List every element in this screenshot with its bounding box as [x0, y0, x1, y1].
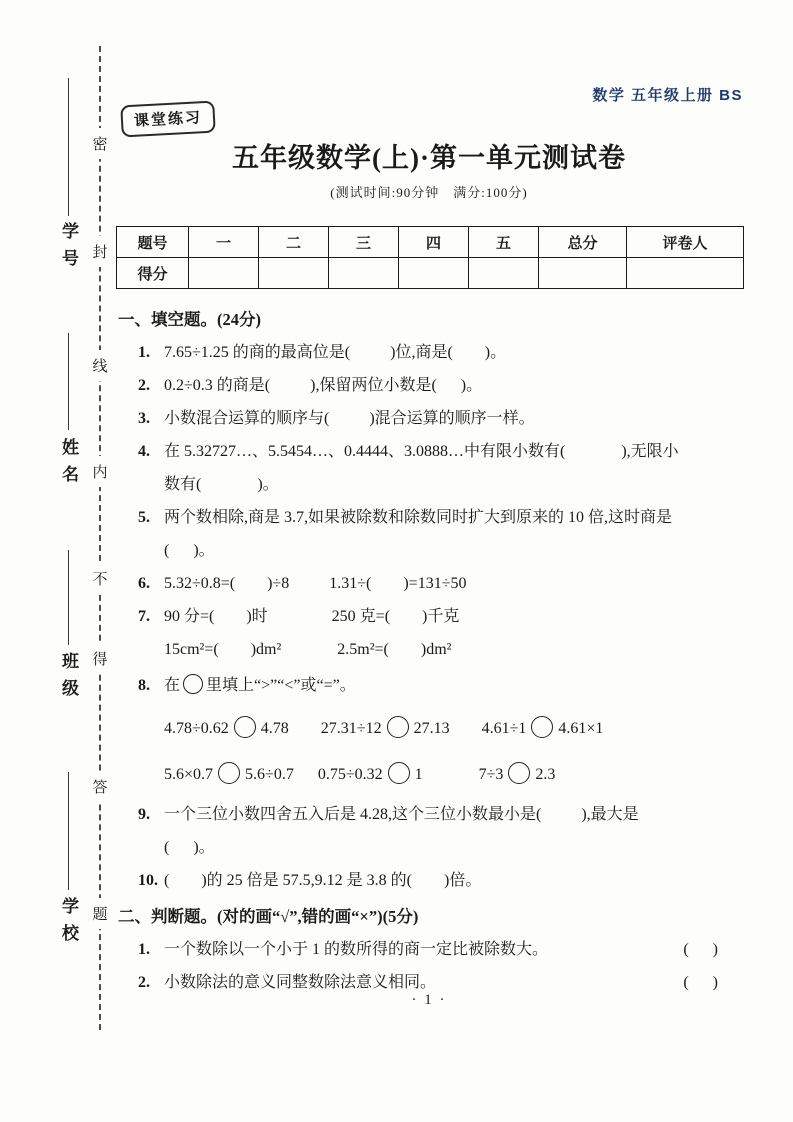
fill-9: [138, 798, 744, 831]
score-table-score-row: [117, 258, 744, 289]
fill-9-cont: [138, 831, 744, 864]
score-empty-cell: [469, 258, 539, 289]
seal-char: 封: [90, 236, 110, 267]
field-write-line: [68, 333, 69, 430]
fill-8: [138, 666, 744, 706]
question-text: 5.32÷0.8=( )÷8 1.31÷( )=131÷50: [164, 575, 467, 592]
question-number: 3.: [138, 410, 150, 427]
question-number: 8.: [138, 677, 150, 694]
score-empty-cell: [259, 258, 329, 289]
fill-1: [138, 336, 744, 369]
seal-char: 线: [90, 350, 110, 381]
field-label-1: 学号: [59, 222, 78, 276]
score-label-cell: 得分: [117, 258, 189, 289]
fill-10: [138, 864, 744, 897]
answer-bracket: ( ): [683, 974, 718, 991]
question-number: 1.: [138, 941, 150, 958]
fill-8-row1: [138, 706, 744, 752]
question-number: [138, 752, 164, 798]
question-number: 6.: [138, 575, 150, 592]
seal-dashed-line: [99, 46, 101, 1030]
question-text: 7.65÷1.25 的商的最高位是( )位,商是( )。: [164, 344, 507, 361]
score-header-cell: 评卷人: [627, 227, 744, 258]
question-text: 两个数相除,商是 3.7,如果被除数和除数同时扩大到原来的 10 倍,这时商是: [164, 509, 673, 526]
score-header-cell: 二: [259, 227, 329, 258]
question-text: 小数混合运算的顺序与( )混合运算的顺序一样。: [164, 410, 535, 427]
question-text: 数有( )。: [164, 476, 279, 493]
field-write-line: [68, 772, 69, 890]
question-text: 一、填空题。(24分): [118, 310, 261, 329]
page-number: · 1 ·: [411, 992, 447, 1008]
seal-char: 内: [90, 456, 110, 487]
section2-heading: [118, 900, 744, 933]
compare-circle: [388, 762, 410, 784]
question-text: 15cm²=( )dm² 2.5m²=( )dm²: [164, 641, 452, 658]
question-number: 5.: [138, 509, 150, 526]
field-label-4: 学校: [59, 897, 78, 951]
fill-5: [138, 501, 744, 534]
compare-circle: [531, 716, 553, 738]
paper-title: 五年级数学(上)·第一单元测试卷: [232, 143, 626, 173]
fill-3: [138, 402, 744, 435]
question-number: 9.: [138, 806, 150, 823]
seal-char: 密: [90, 128, 110, 159]
question-number: [138, 831, 164, 864]
question-number: 2.: [138, 377, 150, 394]
fill-2: [138, 369, 744, 402]
question-number: 1.: [138, 344, 150, 361]
question-text: 在 里填上“>”“<”或“=”。: [164, 666, 356, 706]
question-number: 10.: [138, 872, 158, 889]
fill-6: [138, 567, 744, 600]
field-write-line: [68, 78, 69, 216]
question-text: 5.6×0.7 5.6÷0.7 0.75÷0.32 1 7÷3 2.3: [164, 752, 555, 798]
question-number: 7.: [138, 608, 150, 625]
fill-4-cont: [138, 468, 744, 501]
question-text: ( )。: [164, 542, 215, 559]
seal-char: 答: [90, 771, 110, 802]
field-label-2: 姓名: [59, 438, 78, 492]
question-text: 90 分=( )时 250 克=( )千克: [164, 608, 460, 625]
score-header-cell: 五: [469, 227, 539, 258]
question-number: [138, 633, 164, 666]
compare-circle: [508, 762, 530, 784]
score-empty-cell: [329, 258, 399, 289]
fill-4: [138, 435, 744, 468]
seal-char: 不: [90, 563, 110, 594]
question-text: 小数除法的意义同整数除法意义相同。: [164, 974, 437, 991]
edition-header: 数学 五年级上册 BS: [592, 87, 743, 104]
seal-char: 得: [90, 643, 110, 674]
course-badge: 课堂练习: [120, 101, 216, 138]
fill-8-row2: [138, 752, 744, 798]
fill-7: [138, 600, 744, 633]
question-text: 二、判断题。(对的画“√”,错的画“×”)(5分): [118, 907, 419, 926]
question-text: 一个三位小数四舍五入后是 4.28,这个三位小数最小是( ),最大是: [164, 806, 639, 823]
question-number: 4.: [138, 443, 150, 460]
field-write-line: [68, 550, 69, 645]
judge-1: [138, 933, 744, 966]
compare-circle: [234, 716, 256, 738]
score-empty-cell: [539, 258, 627, 289]
score-table-header-row: [117, 227, 744, 258]
field-label-3: 班级: [59, 652, 78, 706]
score-header-cell: 题号: [117, 227, 189, 258]
question-text: 4.78÷0.62 4.78 27.31÷12 27.13 4.61÷1 4.61×1: [164, 706, 603, 752]
section1-heading: [118, 303, 744, 336]
question-text: 在 5.32727…、5.5454…、0.4444、3.0888…中有限小数有( ),无限小: [164, 443, 679, 460]
fill-7-cont: [138, 633, 744, 666]
question-number: [138, 706, 164, 752]
question-number: [138, 468, 164, 501]
fill-5-cont: [138, 534, 744, 567]
score-empty-cell: [399, 258, 469, 289]
question-text: 一个数除以一个小于 1 的数所得的商一定比被除数大。: [164, 941, 549, 958]
seal-char: 题: [90, 898, 110, 929]
score-header-cell: 四: [399, 227, 469, 258]
score-header-cell: 总分: [539, 227, 627, 258]
compare-circle: [387, 716, 409, 738]
compare-circle: [218, 762, 240, 784]
score-header-cell: 一: [189, 227, 259, 258]
question-number: 2.: [138, 974, 150, 991]
question-number: [138, 534, 164, 567]
paper-subtitle: (测试时间:90分钟 满分:100分): [330, 185, 528, 200]
score-empty-cell: [189, 258, 259, 289]
question-text: ( )的 25 倍是 57.5,9.12 是 3.8 的( )倍。: [164, 872, 482, 889]
question-text: 0.2÷0.3 的商是( ),保留两位小数是( )。: [164, 377, 483, 394]
score-table: [116, 226, 744, 289]
score-empty-cell: [627, 258, 744, 289]
question-body: [118, 303, 744, 999]
answer-bracket: ( ): [683, 941, 718, 958]
compare-circle: [183, 674, 203, 694]
score-header-cell: 三: [329, 227, 399, 258]
question-text: ( )。: [164, 839, 215, 856]
